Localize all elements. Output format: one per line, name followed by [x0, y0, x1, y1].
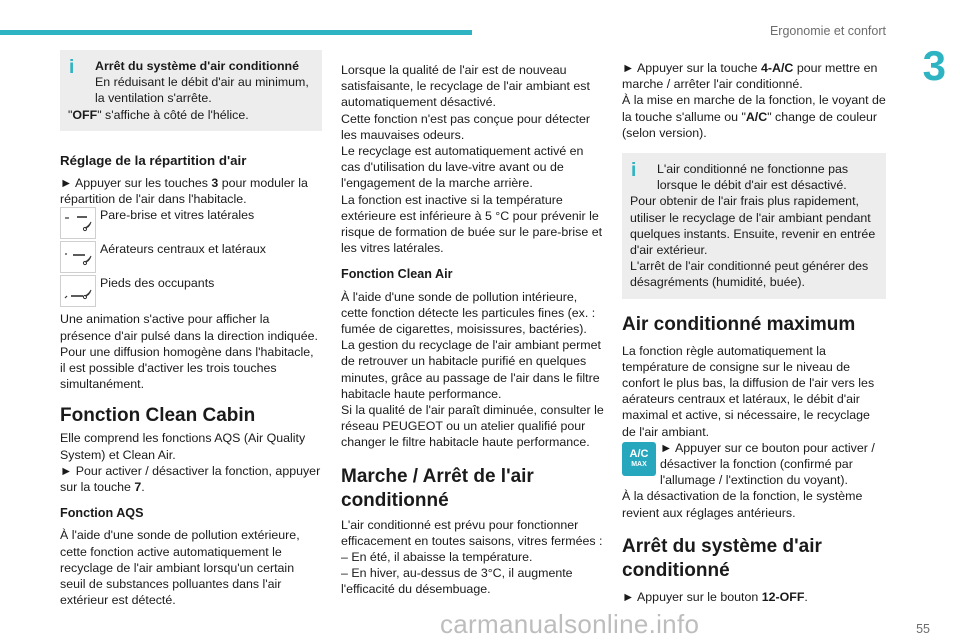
airflow-label: Pieds des occupants: [100, 276, 215, 291]
note-off-text: "OFF" s'affiche à côté de l'hélice.: [68, 107, 249, 122]
ac-max-instruction: [622, 440, 886, 489]
heading-clean-cabin: Fonction Clean Cabin: [60, 405, 256, 427]
chapter-number: 3: [922, 42, 946, 89]
airflow-option-windscreen: [60, 207, 322, 239]
paragraph: À l'aide d'une sonde de pollution intérieure, cette fonction détecte les particules fines (ex. : fumée de cigarettes, moisissures, bactéries).: [341, 289, 596, 337]
airflow-label: Aérateurs centraux et latéraux: [100, 242, 266, 257]
footwell-airflow-icon: [60, 275, 96, 307]
animation-text: Une animation s'active pour afficher la présence d'air pulsé dans la direction indiquée.: [60, 312, 318, 343]
heading-ac-max: Air conditionné maximum: [622, 313, 856, 335]
column-3: [622, 60, 886, 605]
info-note: [60, 50, 322, 131]
list-item: – En été, il abaisse la température.: [341, 550, 533, 565]
note-text: L'air conditionné ne fonctionne pas lorsque le débit d'air est désactivé.: [657, 162, 849, 193]
paragraph: Le recyclage est automatiquement activé en cas d'utilisation du lave-vitre avant ou de l'engagement de la marche arrière.: [341, 144, 584, 191]
homogeneous-text: Pour une diffusion homogène dans l'habitacle, il est possible d'activer les trois touches simultanément.: [60, 344, 314, 392]
heading-repartition: Réglage de la répartition d'air: [60, 152, 247, 168]
info-icon: i: [631, 160, 637, 182]
ac-instruction: ► Appuyer sur la touche 4-A/C pour mettre en marche / arrêter l'air conditionné.: [622, 61, 878, 92]
paragraph: La fonction règle automatiquement la température de consigne sur le niveau de confort le plus bas, la diffusion de l'air vers les aérateurs centraux et latéraux, le débit d'air maximal et active, si nécessaire, le recyclage de l'air ambiant.: [622, 343, 875, 439]
paragraph: À la désactivation de la fonction, le système revient aux réglages antérieurs.: [622, 489, 863, 520]
central-vents-airflow-icon: [60, 241, 96, 273]
column-2: [341, 62, 605, 598]
note-title: Arrêt du système d'air conditionné: [95, 59, 299, 73]
note-text: En réduisant le débit d'air au minimum, la ventilation s'arrête.: [95, 75, 309, 106]
chapter-color-bar: [0, 30, 472, 35]
airflow-label: Pare-brise et vitres latérales: [100, 208, 255, 223]
paragraph: ► Appuyer sur ce bouton pour activer / désactiver la fonction (confirmé par l'allumage / l'extinction du voyant).: [660, 440, 875, 488]
paragraph: La fonction est inactive si la température extérieure est inférieure à 5 °C pour prévenir le risque de formation de buée sur le pare-brise et les vitres latérales.: [341, 192, 603, 256]
clean-cabin-text: Elle comprend les fonctions AQS (Air Quality System) et Clean Air.: [60, 431, 306, 462]
ac-indicator-text: À la mise en marche de la fonction, le voyant de la touche s'allume ou "A/C" change de couleur (selon version).: [622, 93, 886, 140]
heading-aqs: Fonction AQS: [60, 506, 144, 521]
heading-arret-ac: Arrêt du système d'air conditionné: [622, 535, 822, 581]
page-number: 55: [916, 622, 930, 636]
header-title: Ergonomie et confort: [769, 24, 886, 38]
airflow-option-central: [60, 241, 322, 273]
aqs-text: À l'aide d'une sonde de pollution extérieure, cette fonction active automatiquement le recyclage de l'air ambiant lorsqu'un certain seuil de substances polluantes dans l'air extérieur est détecté.: [60, 528, 300, 608]
list-item: – En hiver, au-dessus de 3°C, il augmente l'efficacité du désembuage.: [341, 566, 573, 597]
paragraph: Cette fonction n'est pas conçue pour détecter les mauvaises odeurs.: [341, 111, 590, 142]
repartition-instruction: ► Appuyer sur les touches 3 pour moduler la répartition de l'air dans l'habitacle.: [60, 176, 308, 207]
note-text: Pour obtenir de l'air frais plus rapidement, utiliser le recyclage de l'air ambiant pendant quelques instants. Ensuite, revenir en entrée d'air extérieur.: [630, 194, 876, 258]
note-text: L'arrêt de l'air conditionné peut générer des désagréments (humidité, buée).: [630, 259, 869, 290]
ac-max-button-icon: A/C MAX: [622, 442, 656, 476]
heading-marche-arret: Marche / Arrêt de l'air conditionné: [341, 465, 534, 511]
paragraph: Si la qualité de l'air paraît diminuée, consulter le réseau PEUGEOT ou un atelier qualifié pour changer le filtre habitacle haute performance.: [341, 403, 604, 450]
paragraph: Lorsque la qualité de l'air est de nouveau satisfaisante, le recyclage de l'air ambiant est automatiquement désactivé.: [341, 63, 590, 110]
airflow-option-feet: [60, 275, 322, 307]
clean-cabin-instruction: ► Pour activer / désactiver la fonction, appuyer sur la touche 7.: [60, 463, 321, 495]
watermark: carmanualsonline.info: [440, 609, 700, 639]
windscreen-airflow-icon: [60, 207, 96, 239]
info-note: [622, 153, 886, 299]
off-instruction: ► Appuyer sur le bouton 12-OFF.: [622, 589, 808, 604]
info-icon: i: [69, 57, 75, 78]
heading-clean-air: Fonction Clean Air: [341, 267, 453, 282]
column-1: [60, 50, 322, 608]
paragraph: La gestion du recyclage de l'air ambiant permet de retrouver un habitacle purifié en quelques minutes, grâce au passage de l'air dans le filtre habitacle haute performance.: [341, 338, 601, 401]
paragraph: L'air conditionné est prévu pour fonctionner efficacement en toutes saisons, vitres fermées :: [341, 517, 603, 548]
